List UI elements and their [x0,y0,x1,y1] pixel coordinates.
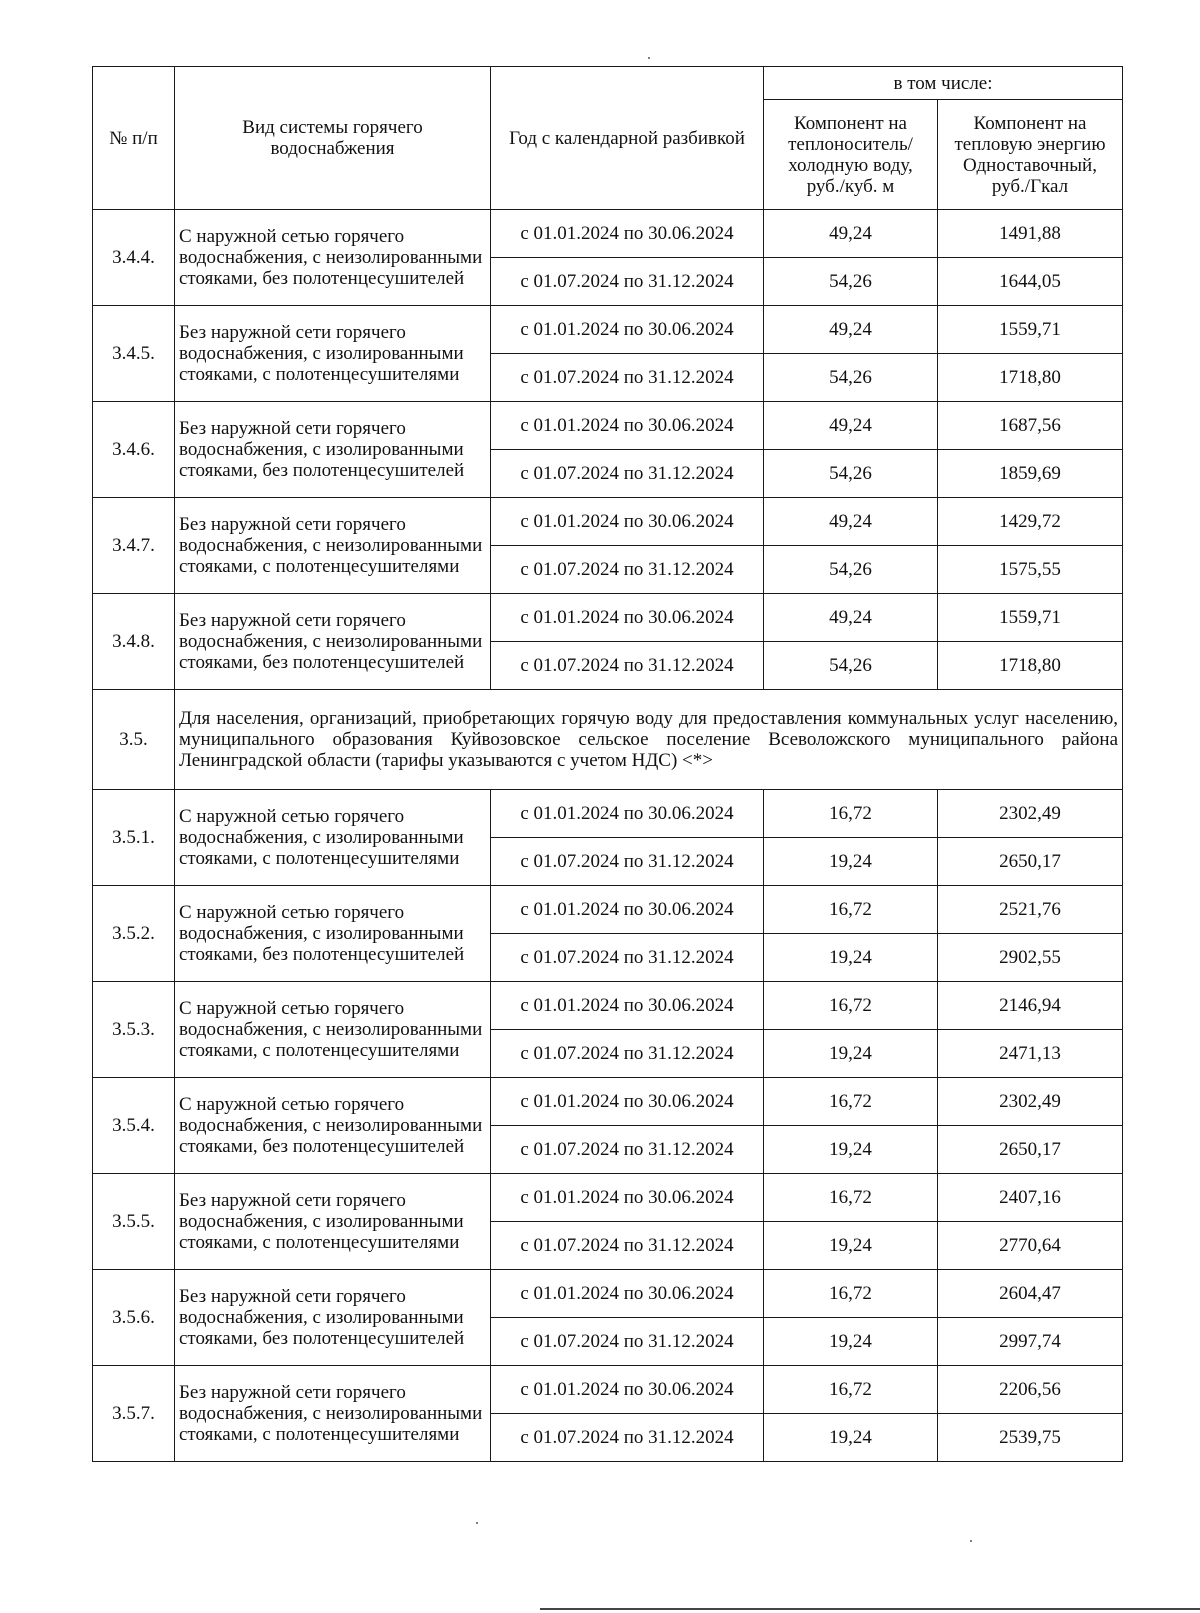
water-component-cell: 49,24 [764,306,938,354]
heat-component-cell: 1687,56 [938,402,1123,450]
heat-component-cell: 2407,16 [938,1174,1123,1222]
period-cell: с 01.01.2024 по 30.06.2024 [491,790,764,838]
water-component-cell: 54,26 [764,546,938,594]
heat-component-cell: 1575,55 [938,546,1123,594]
period-cell: с 01.07.2024 по 31.12.2024 [491,1126,764,1174]
period-cell: с 01.01.2024 по 30.06.2024 [491,1270,764,1318]
heat-component-cell: 2206,56 [938,1366,1123,1414]
heat-component-cell: 1559,71 [938,306,1123,354]
row-number: 3.5.7. [93,1366,175,1462]
row-number: 3.5.2. [93,886,175,982]
row-number: 3.5.6. [93,1270,175,1366]
row-number: 3.5.3. [93,982,175,1078]
scan-speck [970,1540,972,1542]
system-type-cell: С наружной сетью горячего водоснабжения, с изолированными стояками, без полотенцесушителей [175,886,491,982]
table-row [93,594,1123,642]
water-component-cell: 19,24 [764,1222,938,1270]
water-component-cell: 16,72 [764,886,938,934]
period-cell: с 01.07.2024 по 31.12.2024 [491,838,764,886]
system-type-cell: С наружной сетью горячего водоснабжения, с неизолированными стояками, с полотенцесушителями [175,982,491,1078]
water-component-cell: 54,26 [764,258,938,306]
period-cell: с 01.07.2024 по 31.12.2024 [491,1030,764,1078]
heat-component-cell: 2302,49 [938,790,1123,838]
row-number: 3.4.5. [93,306,175,402]
system-type-cell: Без наружной сети горячего водоснабжения, с изолированными стояками, без полотенцесушителей [175,1270,491,1366]
water-component-cell: 16,72 [764,982,938,1030]
scan-speck [476,1522,478,1524]
header-component-water: Компонент на теплоноситель/ холодную воду, руб./куб. м [764,100,938,210]
period-cell: с 01.01.2024 по 30.06.2024 [491,1366,764,1414]
row-number: 3.4.8. [93,594,175,690]
table-row [93,1078,1123,1126]
row-number: 3.5.5. [93,1174,175,1270]
water-component-cell: 49,24 [764,210,938,258]
period-cell: с 01.01.2024 по 30.06.2024 [491,402,764,450]
water-component-cell: 54,26 [764,642,938,690]
period-cell: с 01.01.2024 по 30.06.2024 [491,1174,764,1222]
heat-component-cell: 2902,55 [938,934,1123,982]
water-component-cell: 16,72 [764,1174,938,1222]
period-cell: с 01.07.2024 по 31.12.2024 [491,1222,764,1270]
row-number: 3.4.7. [93,498,175,594]
heat-component-cell: 2521,76 [938,886,1123,934]
period-cell: с 01.01.2024 по 30.06.2024 [491,594,764,642]
table-row [93,306,1123,354]
section-number: 3.5. [93,690,175,790]
header-row-top [93,67,1123,100]
water-component-cell: 16,72 [764,1366,938,1414]
table-row [93,1270,1123,1318]
row-number: 3.5.1. [93,790,175,886]
section-text: Для населения, организаций, приобретающих горячую воду для предоставления коммунальных услуг населению, муниципального образования Куйвозовское сельское поселение Всеволожского муниципального района Ленинградской области (тарифы указываются с учетом НДС) <*> [175,690,1123,790]
heat-component-cell: 1718,80 [938,642,1123,690]
tariff-table [92,66,1123,1462]
water-component-cell: 54,26 [764,450,938,498]
water-component-cell: 19,24 [764,1414,938,1462]
period-cell: с 01.07.2024 по 31.12.2024 [491,258,764,306]
heat-component-cell: 2539,75 [938,1414,1123,1462]
heat-component-cell: 2997,74 [938,1318,1123,1366]
water-component-cell: 54,26 [764,354,938,402]
system-type-cell: Без наружной сети горячего водоснабжения, с неизолированными стояками, без полотенцесушителей [175,594,491,690]
water-component-cell: 19,24 [764,838,938,886]
heat-component-cell: 1718,80 [938,354,1123,402]
system-type-cell: Без наружной сети горячего водоснабжения, с изолированными стояками, с полотенцесушителями [175,1174,491,1270]
table-row [93,402,1123,450]
water-component-cell: 19,24 [764,934,938,982]
period-cell: с 01.07.2024 по 31.12.2024 [491,1414,764,1462]
water-component-cell: 19,24 [764,1030,938,1078]
heat-component-cell: 1859,69 [938,450,1123,498]
table-row [93,1366,1123,1414]
heat-component-cell: 1644,05 [938,258,1123,306]
table-row [93,498,1123,546]
row-number: 3.4.4. [93,210,175,306]
period-cell: с 01.07.2024 по 31.12.2024 [491,450,764,498]
header-system-type: Вид системы горячего водоснабжения [175,67,491,210]
header-number: № п/п [93,67,175,210]
heat-component-cell: 2650,17 [938,1126,1123,1174]
row-number: 3.4.6. [93,402,175,498]
system-type-cell: С наружной сетью горячего водоснабжения, с неизолированными стояками, без полотенцесушителей [175,1078,491,1174]
water-component-cell: 49,24 [764,594,938,642]
heat-component-cell: 2146,94 [938,982,1123,1030]
period-cell: с 01.01.2024 по 30.06.2024 [491,210,764,258]
water-component-cell: 16,72 [764,1270,938,1318]
table-row [93,1174,1123,1222]
period-cell: с 01.01.2024 по 30.06.2024 [491,498,764,546]
period-cell: с 01.01.2024 по 30.06.2024 [491,886,764,934]
heat-component-cell: 2650,17 [938,838,1123,886]
heat-component-cell: 1429,72 [938,498,1123,546]
period-cell: с 01.01.2024 по 30.06.2024 [491,982,764,1030]
system-type-cell: С наружной сетью горячего водоснабжения, с изолированными стояками, с полотенцесушителями [175,790,491,886]
period-cell: с 01.07.2024 по 31.12.2024 [491,1318,764,1366]
scan-speck [648,57,650,59]
header-period: Год с календарной разбивкой [491,67,764,210]
table-row [93,886,1123,934]
water-component-cell: 16,72 [764,1078,938,1126]
system-type-cell: Без наружной сети горячего водоснабжения, с изолированными стояками, без полотенцесушителей [175,402,491,498]
table-row [93,790,1123,838]
heat-component-cell: 1491,88 [938,210,1123,258]
table-row [93,210,1123,258]
period-cell: с 01.07.2024 по 31.12.2024 [491,934,764,982]
section-row [93,690,1123,790]
scan-edge-line [540,1608,1200,1610]
heat-component-cell: 2471,13 [938,1030,1123,1078]
period-cell: с 01.07.2024 по 31.12.2024 [491,642,764,690]
heat-component-cell: 2302,49 [938,1078,1123,1126]
period-cell: с 01.07.2024 по 31.12.2024 [491,546,764,594]
table-row [93,982,1123,1030]
period-cell: с 01.01.2024 по 30.06.2024 [491,306,764,354]
header-component-heat: Компонент на тепловую энергию Одноставочный, руб./Гкал [938,100,1123,210]
period-cell: с 01.01.2024 по 30.06.2024 [491,1078,764,1126]
period-cell: с 01.07.2024 по 31.12.2024 [491,354,764,402]
system-type-cell: Без наружной сети горячего водоснабжения, с неизолированными стояками, с полотенцесушителями [175,498,491,594]
system-type-cell: С наружной сетью горячего водоснабжения, с неизолированными стояками, без полотенцесушителей [175,210,491,306]
tariff-table-body [93,67,1123,1462]
water-component-cell: 16,72 [764,790,938,838]
water-component-cell: 49,24 [764,498,938,546]
water-component-cell: 19,24 [764,1318,938,1366]
heat-component-cell: 2770,64 [938,1222,1123,1270]
system-type-cell: Без наружной сети горячего водоснабжения, с изолированными стояками, с полотенцесушителями [175,306,491,402]
heat-component-cell: 2604,47 [938,1270,1123,1318]
water-component-cell: 19,24 [764,1126,938,1174]
row-number: 3.5.4. [93,1078,175,1174]
header-including: в том числе: [764,67,1123,100]
system-type-cell: Без наружной сети горячего водоснабжения, с неизолированными стояками, с полотенцесушителями [175,1366,491,1462]
heat-component-cell: 1559,71 [938,594,1123,642]
water-component-cell: 49,24 [764,402,938,450]
